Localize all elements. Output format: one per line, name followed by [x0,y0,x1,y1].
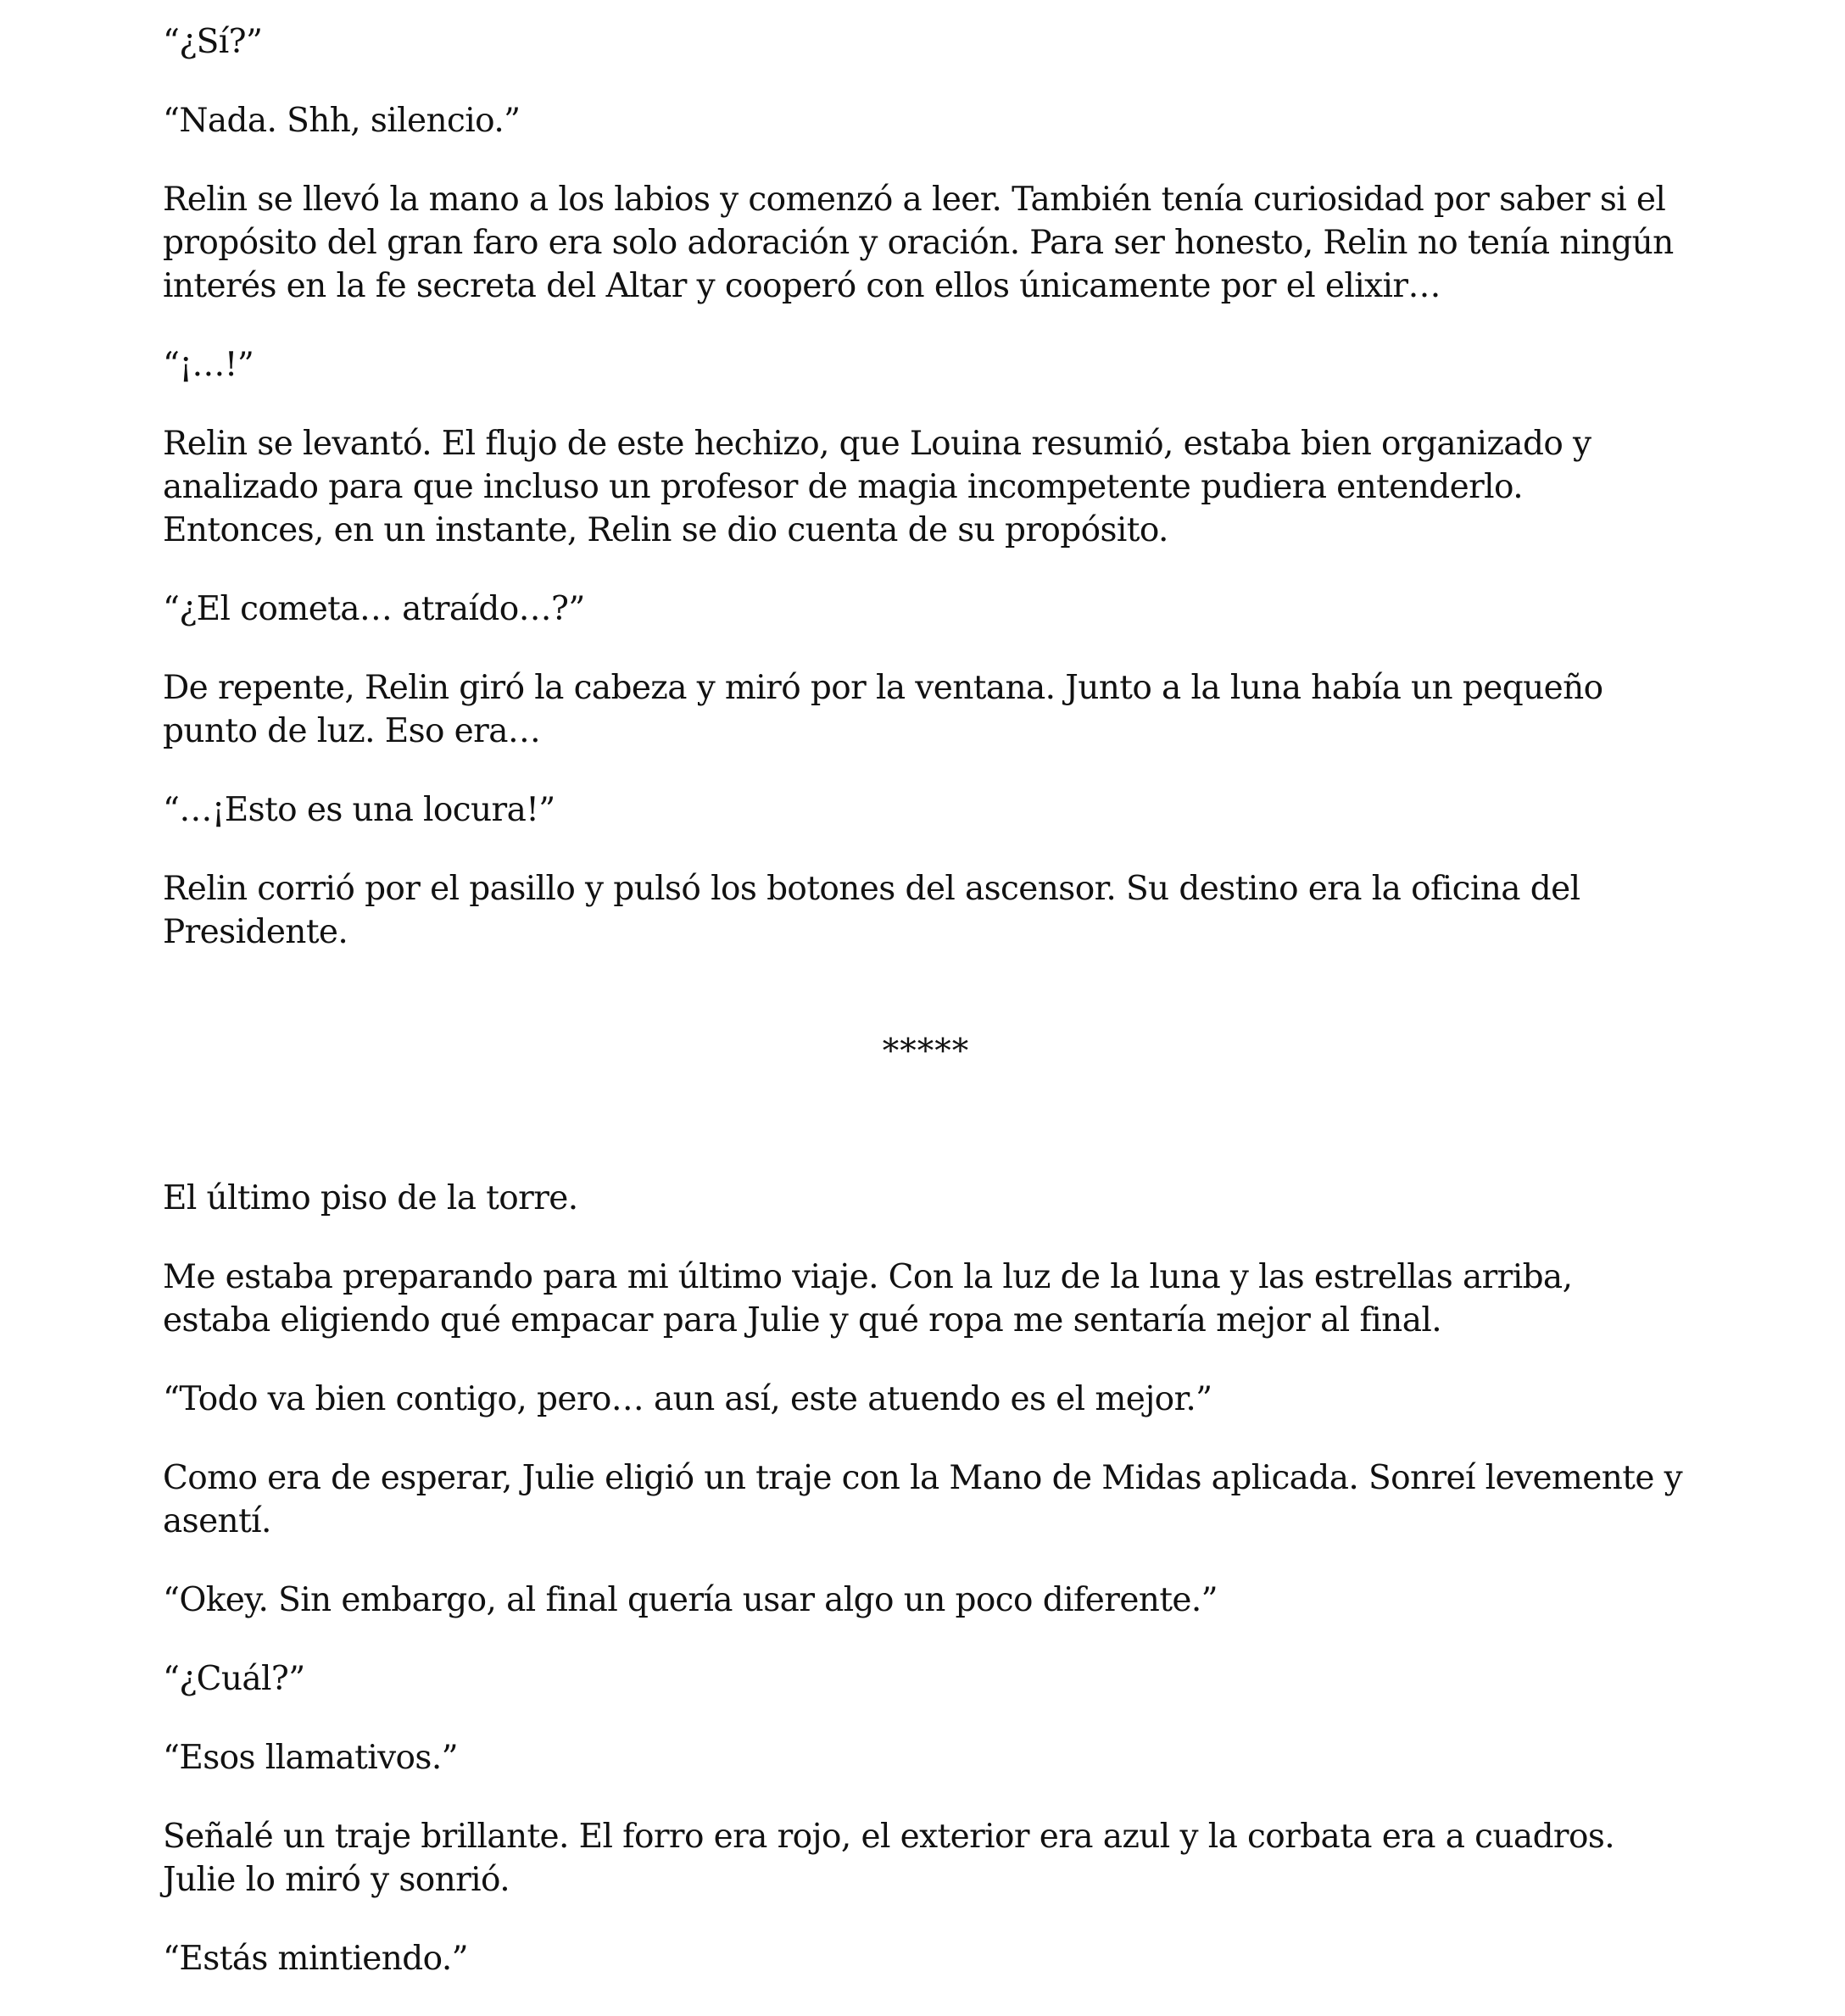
paragraph: Relin se levantó. El flujo de este hechizo, que Louina resumió, estaba bien organizado y analizado para que incluso un profesor de magia incompetente pudiera entenderlo. Entonces, en un instante, Relin se dio cuenta de su propósito. [163,425,1591,549]
paragraph: “…¡Esto es una locura!” [163,791,555,829]
scene-separator: ***** [882,1033,970,1071]
paragraph: “Estás mintiendo.” [163,1940,468,1978]
paragraph: “¡…!” [163,346,254,384]
paragraph: “¿Cuál?” [163,1660,305,1698]
paragraph: Relin corrió por el pasillo y pulsó los botones del ascensor. Su destino era la oficina del Presidente. [163,870,1580,951]
document-body [163,20,1689,2016]
paragraph: Como era de esperar, Julie eligió un traje con la Mano de Midas aplicada. Sonreí levemente y asentí. [163,1459,1683,1540]
paragraph: “¿El cometa… atraído…?” [163,590,585,628]
paragraph: “Okey. Sin embargo, al final quería usar algo un poco diferente.” [163,1581,1218,1619]
paragraph: “Nada. Shh, silencio.” [163,102,521,140]
paragraph: Me estaba preparando para mi último viaje. Con la luz de la luna y las estrellas arriba, estaba eligiendo qué empacar para Julie y qué ropa me sentaría mejor al final. [163,1258,1573,1339]
paragraph: El último piso de la torre. [163,1179,578,1217]
paragraph: Señalé un traje brillante. El forro era rojo, el exterior era azul y la corbata era a cuadros. Julie lo miró y sonrió. [163,1818,1615,1899]
paragraph: “Esos llamativos.” [163,1739,458,1777]
paragraph: De repente, Relin giró la cabeza y miró por la ventana. Junto a la luna había un pequeño punto de luz. Eso era… [163,669,1603,750]
paragraph: “Todo va bien contigo, pero… aun así, este atuendo es el mejor.” [163,1380,1212,1418]
paragraph: Relin se llevó la mano a los labios y comenzó a leer. También tenía curiosidad por saber si el propósito del gran faro era solo adoración y oración. Para ser honesto, Relin no tenía ningún interés en la fe secreta del Altar y cooperó con ellos únicamente por el elixir… [163,181,1674,305]
paragraph: “¿Sí?” [163,23,263,61]
